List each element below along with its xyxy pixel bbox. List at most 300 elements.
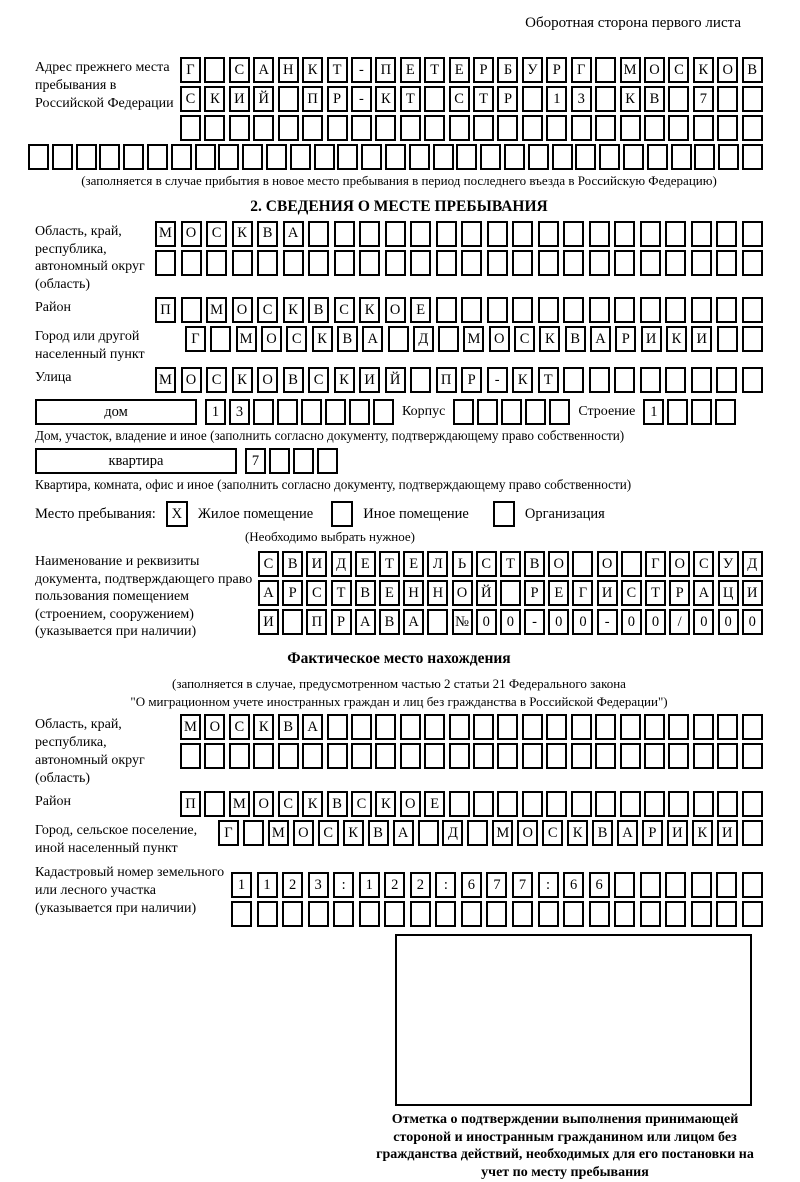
char-cell[interactable] (665, 221, 686, 247)
char-cell[interactable] (461, 221, 482, 247)
apartment-field[interactable]: квартира (35, 448, 237, 474)
char-cell[interactable] (385, 144, 406, 170)
char-cell[interactable] (571, 115, 592, 141)
char-cell[interactable] (546, 714, 567, 740)
char-cell[interactable] (385, 221, 406, 247)
char-cell[interactable]: С (693, 551, 714, 577)
char-cell[interactable]: Р (327, 86, 348, 112)
char-cell[interactable] (308, 250, 329, 276)
char-cell[interactable]: А (403, 609, 424, 635)
char-cell[interactable]: О (452, 580, 473, 606)
char-cell[interactable] (424, 115, 445, 141)
char-cell[interactable] (500, 580, 521, 606)
char-cell[interactable]: К (232, 367, 253, 393)
char-cell[interactable] (742, 86, 763, 112)
char-cell[interactable]: Е (424, 791, 445, 817)
char-cell[interactable]: - (487, 367, 508, 393)
char-cell[interactable] (691, 367, 712, 393)
char-cell[interactable] (522, 115, 543, 141)
char-cell[interactable] (359, 221, 380, 247)
char-cell[interactable]: О (253, 791, 274, 817)
char-cell[interactable] (549, 399, 570, 425)
char-cell[interactable]: 2 (384, 872, 405, 898)
char-cell[interactable] (327, 743, 348, 769)
char-cell[interactable] (693, 743, 714, 769)
char-cell[interactable]: А (393, 820, 414, 846)
char-cell[interactable]: 1 (231, 872, 252, 898)
char-cell[interactable]: М (180, 714, 201, 740)
char-cell[interactable]: А (693, 580, 714, 606)
char-cell[interactable] (595, 86, 616, 112)
char-cell[interactable] (563, 901, 584, 927)
char-cell[interactable] (691, 872, 712, 898)
char-cell[interactable] (717, 326, 738, 352)
char-cell[interactable] (640, 297, 661, 323)
char-cell[interactable]: К (253, 714, 274, 740)
char-cell[interactable]: Г (185, 326, 206, 352)
char-cell[interactable] (647, 144, 668, 170)
char-cell[interactable] (742, 872, 763, 898)
char-cell[interactable]: В (368, 820, 389, 846)
char-cell[interactable] (473, 714, 494, 740)
char-cell[interactable] (620, 743, 641, 769)
char-cell[interactable]: И (691, 326, 712, 352)
char-cell[interactable] (410, 901, 431, 927)
char-cell[interactable] (456, 144, 477, 170)
char-cell[interactable]: Р (524, 580, 545, 606)
char-cell[interactable] (668, 791, 689, 817)
char-cell[interactable]: С (286, 326, 307, 352)
char-cell[interactable] (282, 901, 303, 927)
char-cell[interactable] (716, 221, 737, 247)
char-cell[interactable]: О (669, 551, 690, 577)
char-cell[interactable]: М (463, 326, 484, 352)
char-cell[interactable]: 6 (589, 872, 610, 898)
char-cell[interactable]: А (253, 57, 274, 83)
char-cell[interactable] (538, 250, 559, 276)
char-cell[interactable] (640, 872, 661, 898)
char-cell[interactable] (589, 221, 610, 247)
char-cell[interactable] (538, 901, 559, 927)
char-cell[interactable]: О (517, 820, 538, 846)
char-cell[interactable] (314, 144, 335, 170)
char-cell[interactable] (563, 297, 584, 323)
char-cell[interactable]: М (229, 791, 250, 817)
char-cell[interactable] (461, 250, 482, 276)
char-cell[interactable]: С (306, 580, 327, 606)
char-cell[interactable]: В (278, 714, 299, 740)
char-cell[interactable] (359, 901, 380, 927)
char-cell[interactable] (691, 297, 712, 323)
char-cell[interactable] (614, 367, 635, 393)
char-cell[interactable]: И (597, 580, 618, 606)
char-cell[interactable]: Е (400, 57, 421, 83)
char-cell[interactable] (410, 221, 431, 247)
char-cell[interactable]: М (206, 297, 227, 323)
char-cell[interactable] (231, 901, 252, 927)
char-cell[interactable] (76, 144, 97, 170)
char-cell[interactable] (620, 714, 641, 740)
char-cell[interactable]: М (236, 326, 257, 352)
char-cell[interactable] (204, 743, 225, 769)
char-cell[interactable] (644, 791, 665, 817)
char-cell[interactable] (512, 297, 533, 323)
char-cell[interactable]: Г (218, 820, 239, 846)
char-cell[interactable] (218, 144, 239, 170)
char-cell[interactable] (283, 250, 304, 276)
char-cell[interactable] (668, 115, 689, 141)
char-cell[interactable] (715, 399, 736, 425)
char-cell[interactable]: 3 (229, 399, 250, 425)
char-cell[interactable]: Ь (452, 551, 473, 577)
char-cell[interactable] (522, 86, 543, 112)
char-cell[interactable] (278, 115, 299, 141)
char-cell[interactable]: Р (461, 367, 482, 393)
char-cell[interactable]: Е (548, 580, 569, 606)
char-cell[interactable]: С (258, 551, 279, 577)
char-cell[interactable] (691, 221, 712, 247)
char-cell[interactable] (563, 250, 584, 276)
char-cell[interactable] (497, 791, 518, 817)
char-cell[interactable] (204, 115, 225, 141)
char-cell[interactable]: И (717, 820, 738, 846)
char-cell[interactable] (614, 221, 635, 247)
char-cell[interactable]: - (597, 609, 618, 635)
char-cell[interactable]: С (514, 326, 535, 352)
char-cell[interactable]: В (337, 326, 358, 352)
char-cell[interactable] (424, 714, 445, 740)
char-cell[interactable] (718, 144, 739, 170)
char-cell[interactable]: Т (538, 367, 559, 393)
char-cell[interactable] (290, 144, 311, 170)
char-cell[interactable]: К (343, 820, 364, 846)
char-cell[interactable] (716, 901, 737, 927)
char-cell[interactable]: А (258, 580, 279, 606)
char-cell[interactable]: А (302, 714, 323, 740)
char-cell[interactable] (243, 820, 264, 846)
char-cell[interactable] (467, 820, 488, 846)
char-cell[interactable] (538, 221, 559, 247)
char-cell[interactable]: № (452, 609, 473, 635)
char-cell[interactable]: Т (379, 551, 400, 577)
char-cell[interactable] (375, 115, 396, 141)
char-cell[interactable] (337, 144, 358, 170)
char-cell[interactable]: С (206, 367, 227, 393)
char-cell[interactable] (589, 901, 610, 927)
char-cell[interactable] (293, 448, 314, 474)
char-cell[interactable] (400, 115, 421, 141)
char-cell[interactable] (427, 609, 448, 635)
char-cell[interactable]: Р (473, 57, 494, 83)
char-cell[interactable] (595, 57, 616, 83)
char-cell[interactable]: / (669, 609, 690, 635)
char-cell[interactable]: 6 (461, 872, 482, 898)
char-cell[interactable]: П (302, 86, 323, 112)
char-cell[interactable]: Г (180, 57, 201, 83)
char-cell[interactable]: : (435, 872, 456, 898)
char-cell[interactable]: Н (403, 580, 424, 606)
char-cell[interactable] (640, 367, 661, 393)
char-cell[interactable] (563, 367, 584, 393)
char-cell[interactable]: Р (546, 57, 567, 83)
char-cell[interactable]: И (229, 86, 250, 112)
checkbox-zhiloe[interactable]: X (166, 501, 188, 527)
char-cell[interactable] (180, 115, 201, 141)
char-cell[interactable]: 0 (621, 609, 642, 635)
char-cell[interactable]: Е (410, 297, 431, 323)
char-cell[interactable] (171, 144, 192, 170)
char-cell[interactable] (359, 250, 380, 276)
char-cell[interactable] (614, 901, 635, 927)
char-cell[interactable] (665, 901, 686, 927)
char-cell[interactable] (334, 250, 355, 276)
char-cell[interactable] (717, 791, 738, 817)
char-cell[interactable] (52, 144, 73, 170)
char-cell[interactable] (667, 399, 688, 425)
char-cell[interactable]: С (542, 820, 563, 846)
char-cell[interactable]: И (667, 820, 688, 846)
char-cell[interactable] (497, 714, 518, 740)
char-cell[interactable] (691, 250, 712, 276)
char-cell[interactable] (522, 714, 543, 740)
char-cell[interactable] (351, 743, 372, 769)
char-cell[interactable] (589, 367, 610, 393)
char-cell[interactable]: С (334, 297, 355, 323)
char-cell[interactable]: М (620, 57, 641, 83)
char-cell[interactable] (424, 743, 445, 769)
char-cell[interactable]: Д (331, 551, 352, 577)
char-cell[interactable]: 7 (693, 86, 714, 112)
char-cell[interactable]: 0 (718, 609, 739, 635)
char-cell[interactable] (644, 743, 665, 769)
char-cell[interactable] (424, 86, 445, 112)
char-cell[interactable] (640, 901, 661, 927)
char-cell[interactable] (497, 115, 518, 141)
char-cell[interactable] (528, 144, 549, 170)
char-cell[interactable] (716, 250, 737, 276)
char-cell[interactable] (302, 115, 323, 141)
char-cell[interactable]: К (312, 326, 333, 352)
char-cell[interactable] (742, 367, 763, 393)
char-cell[interactable] (742, 250, 763, 276)
char-cell[interactable]: К (666, 326, 687, 352)
char-cell[interactable] (665, 367, 686, 393)
char-cell[interactable]: К (512, 367, 533, 393)
char-cell[interactable]: Р (642, 820, 663, 846)
char-cell[interactable] (204, 791, 225, 817)
char-cell[interactable] (501, 399, 522, 425)
char-cell[interactable] (206, 250, 227, 276)
char-cell[interactable] (388, 326, 409, 352)
char-cell[interactable]: А (617, 820, 638, 846)
char-cell[interactable] (575, 144, 596, 170)
char-cell[interactable]: В (592, 820, 613, 846)
char-cell[interactable]: К (567, 820, 588, 846)
char-cell[interactable]: О (400, 791, 421, 817)
char-cell[interactable]: К (334, 367, 355, 393)
char-cell[interactable]: С (318, 820, 339, 846)
char-cell[interactable] (253, 743, 274, 769)
char-cell[interactable] (375, 714, 396, 740)
char-cell[interactable] (473, 743, 494, 769)
char-cell[interactable]: Е (403, 551, 424, 577)
char-cell[interactable] (522, 791, 543, 817)
char-cell[interactable] (694, 144, 715, 170)
char-cell[interactable] (410, 250, 431, 276)
char-cell[interactable]: С (668, 57, 689, 83)
char-cell[interactable]: К (232, 221, 253, 247)
char-cell[interactable]: 7 (512, 872, 533, 898)
char-cell[interactable]: У (718, 551, 739, 577)
char-cell[interactable] (384, 901, 405, 927)
char-cell[interactable]: Л (427, 551, 448, 577)
char-cell[interactable]: И (359, 367, 380, 393)
char-cell[interactable] (410, 367, 431, 393)
char-cell[interactable] (28, 144, 49, 170)
char-cell[interactable] (278, 743, 299, 769)
char-cell[interactable] (181, 250, 202, 276)
char-cell[interactable] (620, 791, 641, 817)
char-cell[interactable]: О (717, 57, 738, 83)
char-cell[interactable] (717, 714, 738, 740)
char-cell[interactable] (668, 743, 689, 769)
char-cell[interactable]: Д (413, 326, 434, 352)
char-cell[interactable]: Ц (718, 580, 739, 606)
char-cell[interactable] (571, 743, 592, 769)
char-cell[interactable]: К (359, 297, 380, 323)
char-cell[interactable] (269, 448, 290, 474)
char-cell[interactable] (665, 297, 686, 323)
char-cell[interactable] (253, 399, 274, 425)
char-cell[interactable]: 1 (643, 399, 664, 425)
char-cell[interactable]: : (333, 872, 354, 898)
char-cell[interactable] (717, 86, 738, 112)
char-cell[interactable]: С (351, 791, 372, 817)
char-cell[interactable]: О (293, 820, 314, 846)
char-cell[interactable] (266, 144, 287, 170)
char-cell[interactable]: 2 (282, 872, 303, 898)
char-cell[interactable]: С (476, 551, 497, 577)
char-cell[interactable]: Р (282, 580, 303, 606)
char-cell[interactable] (232, 250, 253, 276)
char-cell[interactable] (716, 872, 737, 898)
char-cell[interactable] (668, 86, 689, 112)
char-cell[interactable] (473, 791, 494, 817)
char-cell[interactable]: 7 (486, 872, 507, 898)
char-cell[interactable] (277, 399, 298, 425)
char-cell[interactable]: П (375, 57, 396, 83)
char-cell[interactable] (487, 250, 508, 276)
char-cell[interactable] (385, 250, 406, 276)
char-cell[interactable] (546, 791, 567, 817)
char-cell[interactable]: Е (379, 580, 400, 606)
char-cell[interactable]: Р (669, 580, 690, 606)
char-cell[interactable] (449, 743, 470, 769)
char-cell[interactable] (589, 297, 610, 323)
char-cell[interactable]: К (375, 86, 396, 112)
char-cell[interactable]: М (155, 221, 176, 247)
char-cell[interactable] (717, 743, 738, 769)
char-cell[interactable] (301, 399, 322, 425)
char-cell[interactable]: Р (615, 326, 636, 352)
char-cell[interactable]: Д (442, 820, 463, 846)
char-cell[interactable] (257, 901, 278, 927)
char-cell[interactable] (99, 144, 120, 170)
char-cell[interactable]: - (351, 86, 372, 112)
char-cell[interactable]: 2 (410, 872, 431, 898)
char-cell[interactable]: К (693, 57, 714, 83)
char-cell[interactable]: - (351, 57, 372, 83)
char-cell[interactable]: С (449, 86, 470, 112)
char-cell[interactable] (349, 399, 370, 425)
char-cell[interactable] (571, 791, 592, 817)
char-cell[interactable]: С (206, 221, 227, 247)
char-cell[interactable] (742, 221, 763, 247)
char-cell[interactable] (599, 144, 620, 170)
char-cell[interactable] (522, 743, 543, 769)
char-cell[interactable] (620, 115, 641, 141)
char-cell[interactable] (147, 144, 168, 170)
char-cell[interactable] (595, 115, 616, 141)
char-cell[interactable] (717, 115, 738, 141)
house-field[interactable]: дом (35, 399, 197, 425)
char-cell[interactable] (614, 250, 635, 276)
char-cell[interactable]: К (204, 86, 225, 112)
char-cell[interactable]: И (641, 326, 662, 352)
char-cell[interactable] (375, 743, 396, 769)
char-cell[interactable]: 0 (548, 609, 569, 635)
char-cell[interactable] (668, 714, 689, 740)
char-cell[interactable] (595, 743, 616, 769)
char-cell[interactable] (436, 221, 457, 247)
char-cell[interactable]: Т (424, 57, 445, 83)
char-cell[interactable]: 0 (645, 609, 666, 635)
char-cell[interactable] (461, 297, 482, 323)
char-cell[interactable] (538, 297, 559, 323)
char-cell[interactable] (480, 144, 501, 170)
char-cell[interactable]: Р (331, 609, 352, 635)
char-cell[interactable] (742, 791, 763, 817)
char-cell[interactable]: Д (742, 551, 763, 577)
char-cell[interactable] (552, 144, 573, 170)
char-cell[interactable]: К (539, 326, 560, 352)
char-cell[interactable] (742, 297, 763, 323)
char-cell[interactable]: О (204, 714, 225, 740)
char-cell[interactable] (204, 57, 225, 83)
char-cell[interactable] (257, 250, 278, 276)
char-cell[interactable]: К (302, 791, 323, 817)
char-cell[interactable]: К (375, 791, 396, 817)
char-cell[interactable]: П (436, 367, 457, 393)
char-cell[interactable] (282, 609, 303, 635)
char-cell[interactable]: В (308, 297, 329, 323)
char-cell[interactable] (546, 115, 567, 141)
char-cell[interactable]: С (180, 86, 201, 112)
char-cell[interactable]: Е (449, 57, 470, 83)
char-cell[interactable]: В (742, 57, 763, 83)
char-cell[interactable] (181, 297, 202, 323)
char-cell[interactable] (436, 250, 457, 276)
char-cell[interactable] (614, 872, 635, 898)
char-cell[interactable]: 1 (359, 872, 380, 898)
char-cell[interactable] (327, 115, 348, 141)
char-cell[interactable]: П (155, 297, 176, 323)
char-cell[interactable]: Т (645, 580, 666, 606)
char-cell[interactable] (504, 144, 525, 170)
char-cell[interactable]: К (283, 297, 304, 323)
char-cell[interactable]: О (597, 551, 618, 577)
char-cell[interactable]: Г (572, 580, 593, 606)
